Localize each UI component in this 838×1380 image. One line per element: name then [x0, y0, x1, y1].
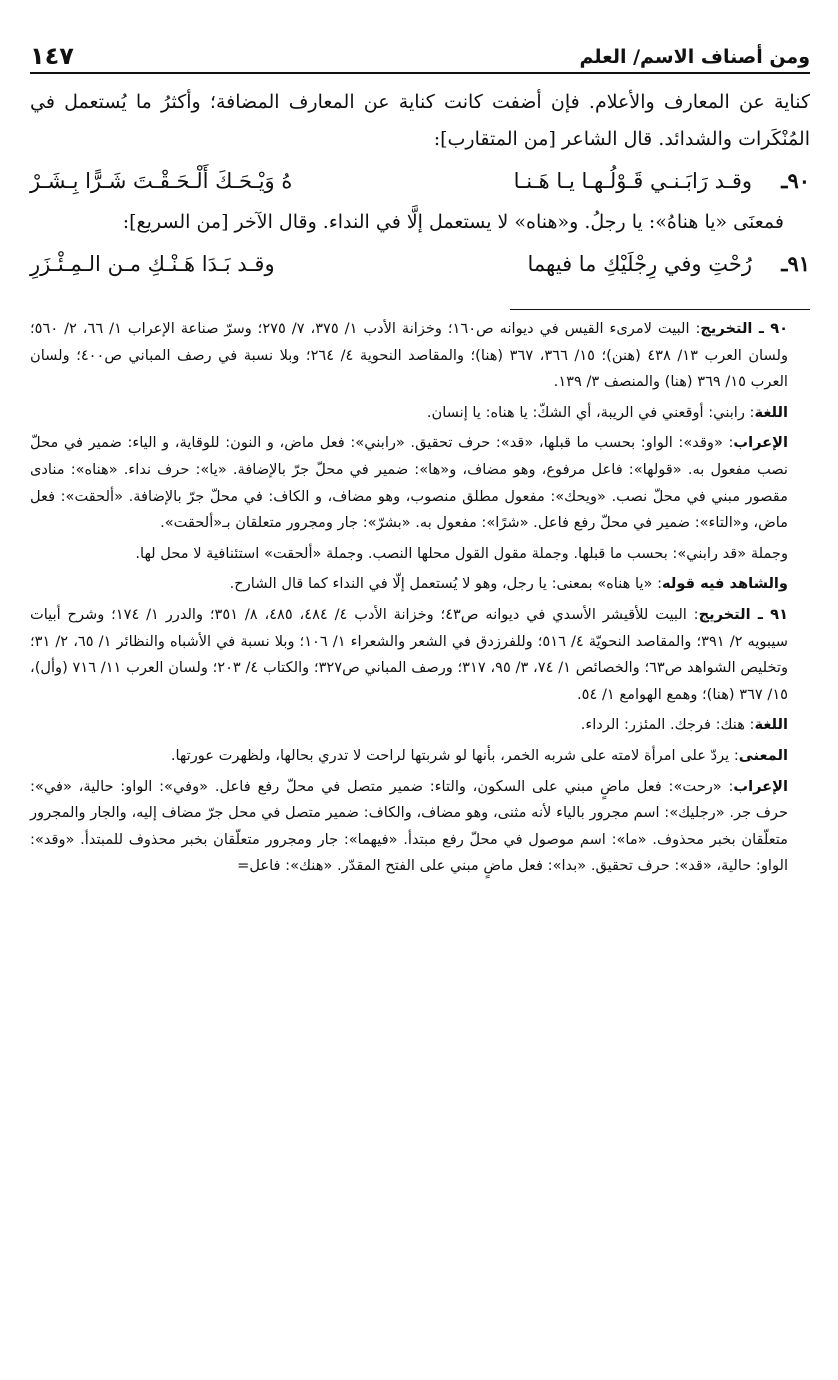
- note-irab: [30, 430, 788, 536]
- note-takhrij: [30, 602, 788, 708]
- note-text: : «رحت»: فعل ماضٍ مبني على السكون، والتاء: ضمير متصل في محلّ رفع فاعل. «وفي»: الواو: حالية، «في»: حرف جر. «رجليك»: اسم مجرور بالياء لأنه مثنى، وهو مضاف، والكاف: ضمير متصل في محل جرّ مضاف إليه، والجار والمجرور متعلّقان بخبر محذوف. «ما»: اسم موصول في محلّ رفع مبتدأ. «فيهما»: جار ومجرور متعلّقان بخبر محذوف للمبتدأ. «وقد»: الواو: حالية، «قد»: حرف تحقيق. «بدا»: فعل ماضٍ مبني على الفتح المقدّر. «هنك»: فاعل=: [30, 777, 788, 875]
- note-takhrij: [30, 316, 788, 396]
- note-irab-sentences: وجملة «قد رابني»: بحسب ما قبلها. وجملة مقول القول محلها النصب. وجملة «ألحقت» استئنافية لا محل لها.: [135, 544, 788, 562]
- footnote-separator: [510, 309, 810, 310]
- note-text: : رابني: أوقعني في الريبة، أي الشكّ: يا هناه: يا إنسان.: [426, 403, 755, 421]
- note-mana: [30, 743, 788, 770]
- note-text: : البيت للأقيشر الأسدي في ديوانه ص٤٣؛ وخزانة الأدب ٤/ ٤٨٤، ٤٨٥، ٨/ ٣٥١؛ والدرر ١/ ١٧٤؛ وشرح أبيات سيبويه ٢/ ٣٩١؛ والمقاصد النحويّة ٤/ ٥١٦؛ وللفرزدق في الشعر والشعراء ١/ ١٠٦؛ وبلا نسبة في الأشباه والنظائر ١/ ٦٥، ٢/ ٣١؛ وتخليص الشواهد ص٦٣؛ والخصائص ١/ ٧٤، ٣/ ٩٥، ٣١٧؛ ورصف المباني ص٣٢٧؛ والكتاب ٤/ ٢٠٣؛ ولسان العرب ١١/ ٧١٦ (وأل)، ١٥/ ٣٦٧ (هنا)؛ وهمع الهوامع ١/ ٥٤.: [30, 605, 788, 703]
- note-text: : «يا هناه» بمعنى: يا رجل، وهو لا يُستعمل إلّا في النداء كما قال الشارح.: [229, 575, 662, 593]
- note-shahid: [30, 571, 788, 598]
- note-label: اللغة: [754, 403, 788, 421]
- verse-number: ٩٠ـ: [781, 168, 810, 193]
- note-text: : يردّ على امرأة لامته على شربه الخمر، بأنها لو شربتها لراحت لا تدري بحالها، ولظهرت عورتها.: [170, 746, 739, 764]
- note-label: الإعراب: [733, 777, 788, 795]
- note-text: : هنك: فرجك. المئزر: الرداء.: [580, 716, 755, 734]
- verse-91: [30, 241, 810, 287]
- note-text: : «وقد»: الواو: بحسب ما قبلها، «قد»: حرف تحقيق. «رابني»: فعل ماض، و النون: للوقاية، و الياء: ضمير في محلّ نصب مفعول به. «قولها»: فاعل مرفوع، وهو مضاف، و«ها»: ضمير في محلّ جرّ بالإضافة. «يا»: حرف نداء. «هناه»: منادى مقصور مبني في محلّ نصب. «ويحك»: مفعول مطلق منصوب، وهو مضاف، و الكاف: في محلّ جرّ بالإضافة. «ألحقت»: فعل ماض، و«التاء»: ضمير في محلّ رفع فاعل. «شرًا»: مفعول به. «بشرّ»: جار ومجرور متعلقان بـ«ألحقت».: [30, 434, 788, 532]
- page-number: ١٤٧: [30, 42, 74, 70]
- note-label: والشاهد فيه قوله: [662, 575, 788, 593]
- running-title: ومن أصناف الاسم/ العلم: [579, 46, 810, 68]
- note-label: الإعراب: [733, 434, 788, 452]
- verse-second-hemistich: هُ وَيْـحَـكَ أَلْـحَـقْـتَ شَـرًّا بِـشَـرْ: [30, 169, 293, 193]
- verse-first-hemistich: رُحْتِ وفي رِجْلَيْكِ ما فيهما: [527, 252, 752, 276]
- verse-number: ٩١ـ: [781, 251, 810, 276]
- note-label: المعنى: [738, 746, 788, 764]
- page-header: [30, 40, 810, 74]
- note-text: : البيت لامرىء القيس في ديوانه ص١٦٠؛ وخزانة الأدب ١/ ٣٧٥، ٧/ ٢٧٥؛ وسرّ صناعة الإعراب ١/ ٦٦، ٢/ ٥٦٠؛ ولسان العرب ١٣/ ٤٣٨ (هنن)؛ ١٥/ ٣٦٦، ٣٦٧ (هنا)؛ والمقاصد النحوية ٤/ ٢٦٤؛ وبلا نسبة في رصف المباني ص٤٠٠؛ ولسان العرب ١٥/ ٣٦٩ (هنا) والمنصف ٣/ ١٣٩.: [30, 320, 788, 391]
- note-label: اللغة: [754, 716, 788, 734]
- note-lugha: [30, 400, 788, 427]
- note-label: ٩٠ ـ التخريج: [700, 320, 789, 337]
- note-lugha: [30, 712, 788, 739]
- verse-90: [30, 158, 810, 204]
- footnote-91: [30, 602, 810, 880]
- footnote-90: [30, 316, 810, 598]
- book-page: [30, 40, 810, 884]
- main-text: [30, 84, 810, 287]
- paragraph: كناية عن المعارف والأعلام. فإن أضفت كانت كناية عن المعارف المضافة؛ وأكثرُ ما يُستعمل في المُنْكَرات والشدائد. قال الشاعر [من المتقارب]:: [30, 91, 810, 150]
- verse-second-hemistich: وقـد بَـدَا هَـنْـكِ مـن الـمِـئْـزَرِ: [30, 252, 275, 276]
- paragraph: فمعنَى «يا هناهُ»: يا رجلُ. و«هناه» لا يستعمل إلَّا في النداء. وقال الآخر [من السريع]:: [122, 211, 784, 233]
- note-irab: [30, 774, 788, 880]
- footnotes: [30, 316, 810, 880]
- verse-first-hemistich: وقـد رَابَـنـي قَـوْلُـهـا يـا هَـنـا: [513, 169, 752, 193]
- note-label: ٩١ ـ التخريج: [698, 605, 788, 623]
